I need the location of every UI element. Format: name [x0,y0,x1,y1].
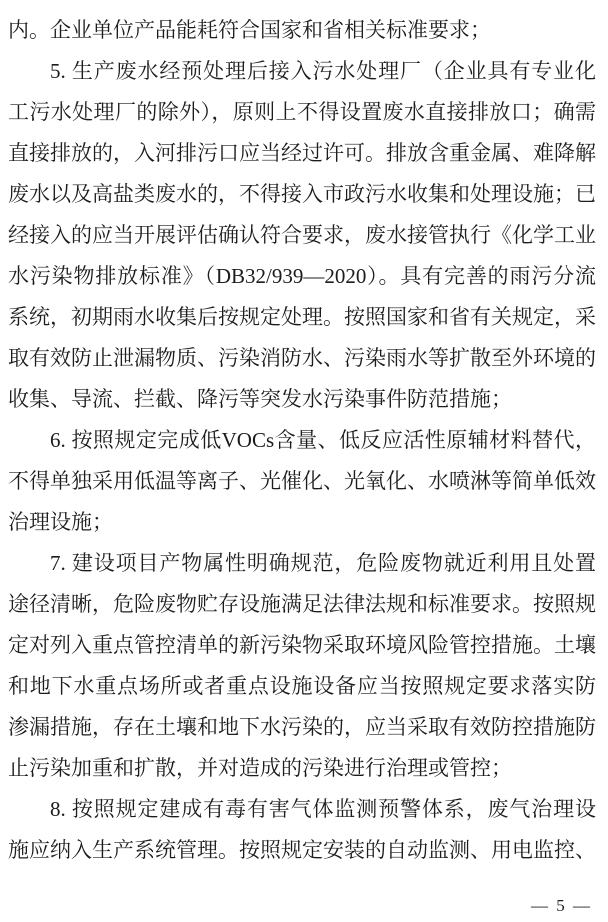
page-number: — 5 — [531,896,592,915]
text-line: 水污染物排放标准》（DB32/939—2020）。具有完善的雨污分流 [8,264,596,288]
text-line: 取有效防止泄漏物质、污染消防水、污染雨水等扩散至外环境的 [8,346,596,370]
text-line: 内。企业单位产品能耗符合国家和省相关标准要求； [8,18,491,42]
text-line: 5. 生产废水经预处理后接入污水处理厂（企业具有专业化 [50,59,596,83]
text-line: 收集、导流、拦截、降污等突发水污染事件防范措施； [8,387,512,411]
document-text-body [8,10,596,871]
text-line: 施应纳入生产系统管理。按照规定安装的自动监测、用电监控、 [8,838,596,862]
text-line: 不得单独采用低温等离子、光催化、光氧化、水喷淋等简单低效 [8,469,596,493]
text-line: 途径清晰，危险废物贮存设施满足法律法规和标准要求。按照规 [8,592,596,616]
text-line: 8. 按照规定建成有毒有害气体监测预警体系，废气治理设 [50,797,596,821]
text-line: 7. 建设项目产物属性明确规范，危险废物就近利用且处置 [50,551,596,575]
text-line: 定对列入重点管控清单的新污染物采取环境风险管控措施。土壤 [8,633,596,657]
text-line: 渗漏措施，存在土壤和地下水污染的，应当采取有效防控措施防 [8,715,596,739]
text-line: 和地下水重点场所或者重点设施设备应当按照规定要求落实防 [8,674,596,698]
text-line: 系统，初期雨水收集后按规定处理。按照国家和省有关规定，采 [8,305,596,329]
text-line: 经接入的应当开展评估确认符合要求，废水接管执行《化学工业 [8,223,596,247]
page-footer [531,896,592,916]
text-line: 工污水处理厂的除外），原则上不得设置废水直接排放口；确需 [8,100,596,124]
text-line: 废水以及高盐类废水的，不得接入市政污水收集和处理设施；已 [8,182,596,206]
text-line: 止污染加重和扩散，并对造成的污染进行治理或管控； [8,756,512,780]
text-line: 治理设施； [8,510,113,534]
text-line: 直接排放的，入河排污口应当经过许可。排放含重金属、难降解 [8,141,596,165]
text-line: 6. 按照规定完成低VOCs含量、低反应活性原辅材料替代， [50,428,596,452]
